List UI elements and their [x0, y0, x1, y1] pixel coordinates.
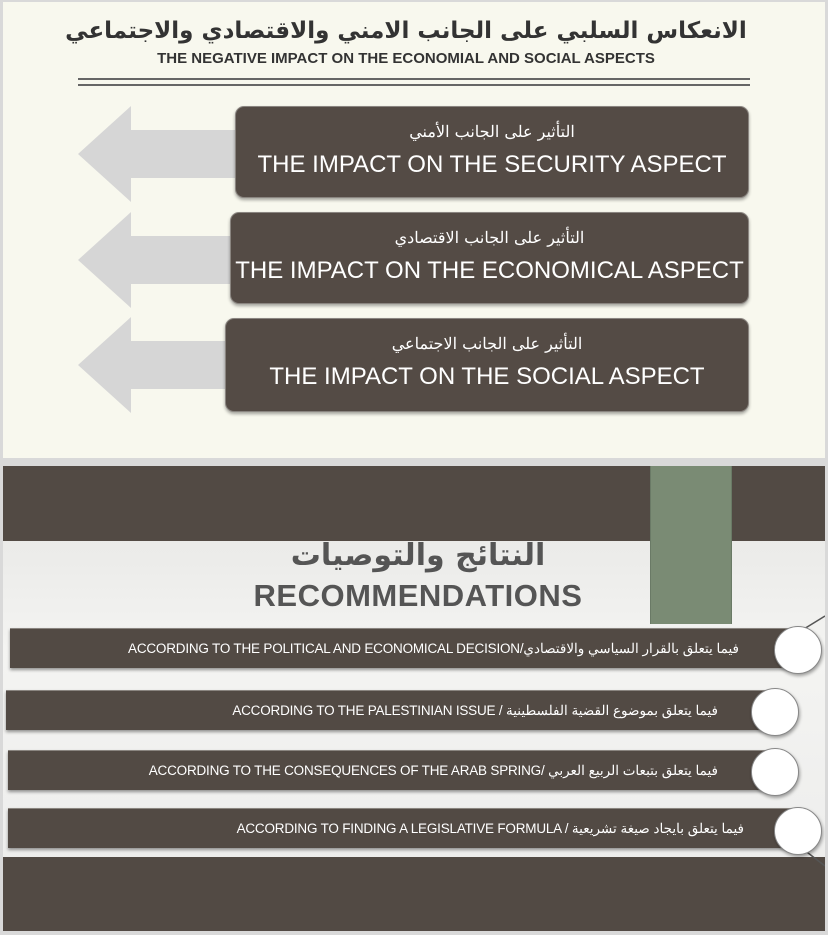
- slide-recommendations: [3, 466, 825, 931]
- impact-label-arabic: التأثير على الجانب الاقتصادي: [394, 228, 585, 247]
- bullet-circle: [774, 626, 822, 674]
- arrow-left-icon: [78, 106, 248, 202]
- slide1-title-english: THE NEGATIVE IMPACT ON THE ECONOMIAL AND SOCIAL ASPECTS: [157, 50, 655, 67]
- impact-label-arabic: التأثير على الجانب الأمني: [409, 122, 575, 141]
- slide2-title-english: RECOMMENDATIONS: [253, 578, 583, 613]
- recommendation-item: ACCORDING TO THE POLITICAL AND ECONOMICAL DECISION/فيما يتعلق بالقرار السياسي والاقتصادي: [10, 628, 797, 668]
- arrow-left-icon: [78, 212, 243, 308]
- impact-label-arabic: التأثير على الجانب الاجتماعي: [391, 334, 583, 353]
- impact-label-english: THE IMPACT ON THE SECURITY ASPECT: [257, 151, 727, 178]
- bullet-circle: [751, 688, 799, 736]
- impact-label-english: THE IMPACT ON THE SOCIAL ASPECT: [269, 363, 705, 390]
- slide2-title-arabic: النتائج والتوصيات: [290, 538, 546, 573]
- recommendation-item: ACCORDING TO THE CONSEQUENCES OF THE ARAB SPRING/ فيما يتعلق بتبعات الربيع العربي: [8, 750, 776, 790]
- bullet-circle: [751, 748, 799, 796]
- impact-box-social: [225, 318, 749, 412]
- arrow-left-icon: [78, 317, 238, 413]
- recommendation-item: ACCORDING TO FINDING A LEGISLATIVE FORMULA / فيما يتعلق بايجاد صيغة تشريعية: [8, 808, 802, 848]
- recommendation-item: ACCORDING TO THE PALESTINIAN ISSUE / فيما يتعلق بموضوع القضية الفلسطينية: [6, 690, 776, 730]
- slide-negative-impact: [3, 2, 825, 458]
- impact-box-economical: [230, 212, 749, 304]
- bullet-circle: [774, 807, 822, 855]
- slide1-title-arabic: الانعكاس السلبي على الجانب الامني والاقتصادي والاجتماعي: [65, 18, 747, 44]
- impact-box-security: [235, 106, 749, 198]
- impact-label-english: THE IMPACT ON THE ECONOMICAL ASPECT: [235, 257, 744, 284]
